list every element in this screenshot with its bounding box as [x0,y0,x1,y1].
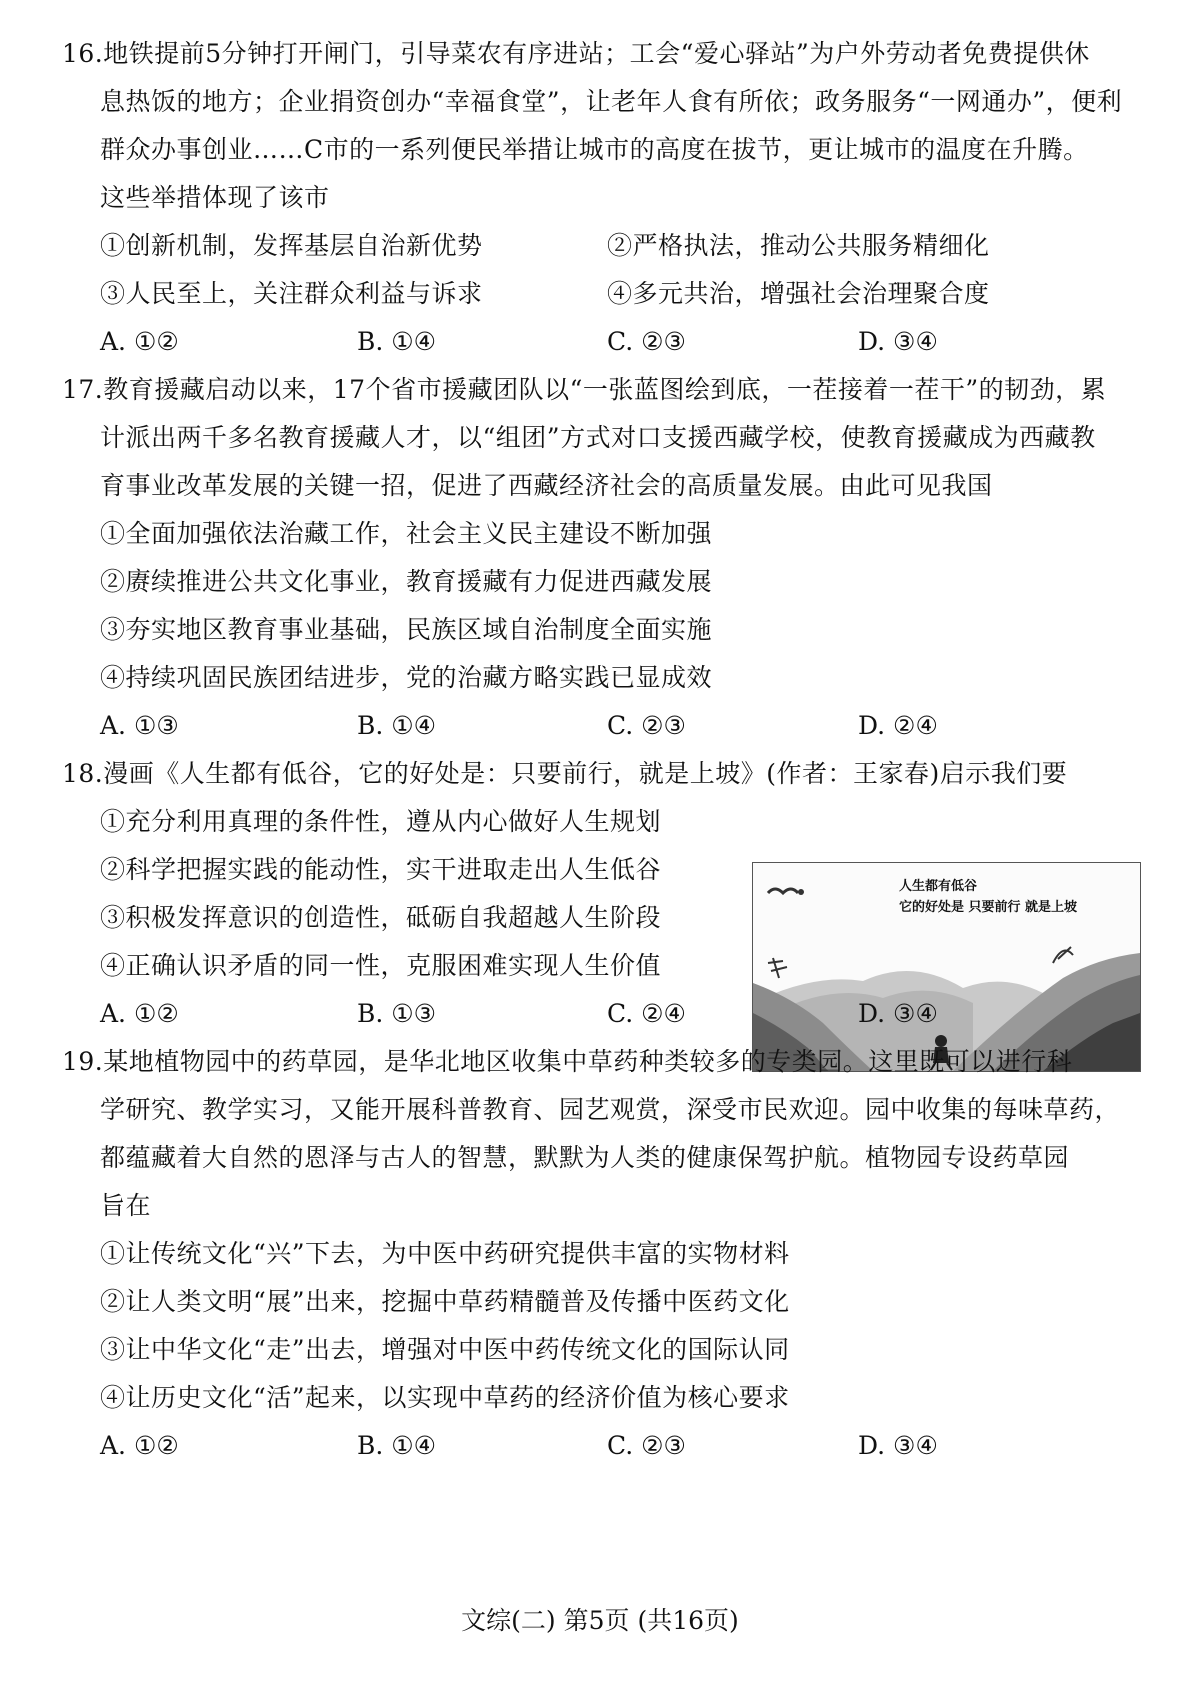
choice-a[interactable]: A. ①② [100,1431,179,1460]
question-text-line: 某地植物园中的药草园，是华北地区收集中草药种类较多的专类园。这里既可以进行科 [103,1047,1073,1076]
question-text-line: 育事业改革发展的关键一招，促进了西藏经济社会的高质量发展。由此可见我国 [100,471,993,500]
statement: ①充分利用真理的条件性，遵从内心做好人生规划 [100,807,662,836]
choice-a[interactable]: A. ①③ [100,711,179,740]
question-number: 18. [62,759,104,788]
choice-a[interactable]: A. ①② [100,327,179,356]
statement: ①让传统文化“兴”下去，为中医中药研究提供丰富的实物材料 [100,1239,790,1268]
statement: ④持续巩固民族团结进步，党的治藏方略实践已显成效 [100,663,713,692]
statement: ①全面加强依法治藏工作，社会主义民主建设不断加强 [100,519,713,548]
choice-d[interactable]: D. ③④ [858,1431,938,1460]
cartoon-drawing [753,863,1140,1071]
question-text-line: 群众办事创业……C市的一系列便民举措让城市的高度在拔节，更让城市的温度在升腾。 [100,135,1089,164]
choice-b[interactable]: B. ①④ [357,327,437,356]
statement: ③夯实地区教育事业基础，民族区域自治制度全面实施 [100,615,713,644]
choice-b[interactable]: B. ①④ [357,711,437,740]
choice-c[interactable]: C. ②③ [607,327,686,356]
choice-d[interactable]: D. ②④ [858,711,938,740]
statement: ③让中华文化“走”出去，增强对中医中药传统文化的国际认同 [100,1335,790,1364]
question-number: 17. [62,375,104,404]
statement: ④让历史文化“活”起来，以实现中草药的经济价值为核心要求 [100,1383,790,1412]
question-text-line: 这些举措体现了该市 [100,183,330,212]
choice-c[interactable]: C. ②③ [607,711,686,740]
question-text-line: 都蕴藏着大自然的恩泽与古人的智慧，默默为人类的健康保驾护航。植物园专设药草园 [100,1143,1070,1172]
statement: ③人民至上，关注群众利益与诉求 [100,279,483,308]
question-text-line: 地铁提前5分钟打开闸门，引导菜农有序进站；工会“爱心驿站”为户外劳动者免费提供休 [103,39,1090,68]
question-text-line: 教育援藏启动以来，17个省市援藏团队以“一张蓝图绘到底，一茬接着一茬干”的韧劲，累 [103,375,1107,404]
question-number: 19. [62,1047,104,1076]
question-text-line: 旨在 [100,1191,152,1220]
cartoon-caption-line: 人生都有低谷 [899,879,978,894]
choice-d[interactable]: D. ③④ [858,327,938,356]
choice-b[interactable]: B. ①③ [357,999,437,1028]
choice-a[interactable]: A. ①② [100,999,179,1028]
question-text-line: 学研究、教学实习，又能开展科普教育、园艺观赏，深受市民欢迎。园中收集的每味草药， [100,1095,1121,1124]
statement: ④正确认识矛盾的同一性，克服困难实现人生价值 [100,951,662,980]
statement: ④多元共治，增强社会治理聚合度 [607,279,990,308]
cartoon-image [752,862,1141,1072]
statement: ①创新机制，发挥基层自治新优势 [100,231,483,260]
choice-c[interactable]: C. ②④ [607,999,686,1028]
question-number: 16. [62,39,104,68]
question-text-line: 息热饭的地方；企业捐资创办“幸福食堂”，让老年人食有所依；政务服务“一网通办”，便利 [100,87,1123,116]
choice-d[interactable]: D. ③④ [858,999,938,1028]
statement: ②赓续推进公共文化事业，教育援藏有力促进西藏发展 [100,567,713,596]
statement: ②科学把握实践的能动性，实干进取走出人生低谷 [100,855,662,884]
choice-c[interactable]: C. ②③ [607,1431,686,1460]
choice-b[interactable]: B. ①④ [357,1431,437,1460]
page-footer: 文综(二) 第5页 (共16页) [461,1606,739,1635]
statement: ③积极发挥意识的创造性，砥砺自我超越人生阶段 [100,903,662,932]
cartoon-caption-line: 它的好处是 只要前行 就是上坡 [899,900,1078,915]
statement: ②让人类文明“展”出来，挖掘中草药精髓普及传播中医药文化 [100,1287,790,1316]
question-text-line: 漫画《人生都有低谷，它的好处是：只要前行，就是上坡》(作者：王家春)启示我们要 [103,759,1068,788]
question-text-line: 计派出两千多名教育援藏人才，以“组团”方式对口支援西藏学校，使教育援藏成为西藏教 [100,423,1096,452]
statement: ②严格执法，推动公共服务精细化 [607,231,990,260]
